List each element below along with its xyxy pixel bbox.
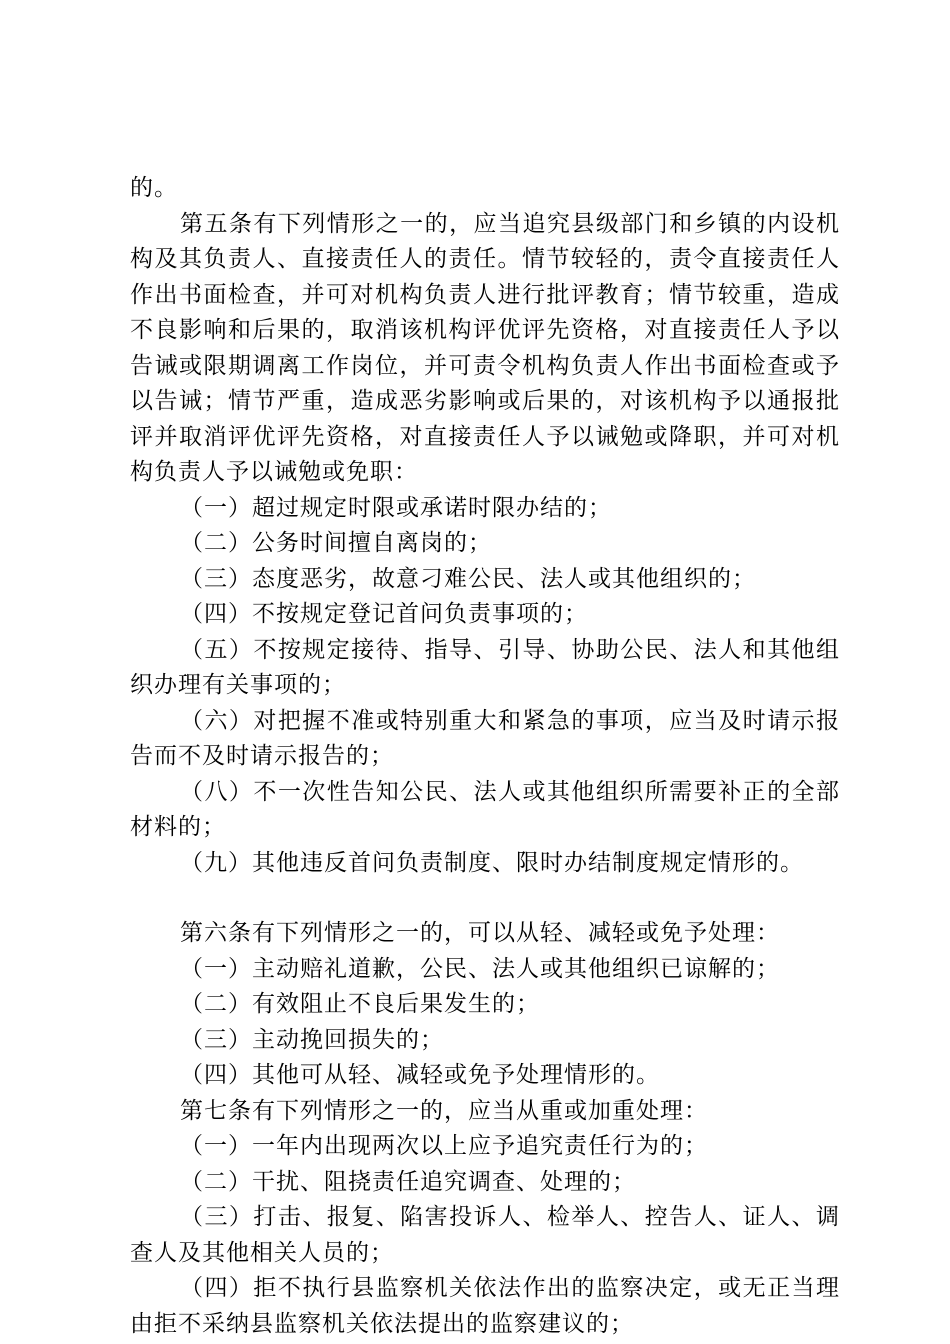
article-5-item-1: （一）超过规定时限或承诺时限办结的； xyxy=(180,494,612,521)
article-5-item-6: （六）对把握不准或特别重大和紧急的事项，应当及时请示报告而不及时请示报告的； xyxy=(130,707,840,769)
article-5-item-2: （二）公务时间擅自离岗的； xyxy=(180,530,492,556)
paragraph-continuation: 的。 xyxy=(130,175,178,201)
article-6-paragraph: 第六条有下列情形之一的，可以从轻、减轻或免予处理： xyxy=(180,920,780,946)
article-7-paragraph: 第七条有下列情形之一的，应当从重或加重处理： xyxy=(180,1097,708,1124)
article-5-item-3: （三）态度恶劣，故意刁难公民、法人或其他组织的； xyxy=(180,565,756,592)
article-7-item-2: （二）干扰、阻挠责任追究调查、处理的； xyxy=(180,1168,636,1195)
article-6-item-4: （四）其他可从轻、减轻或免予处理情形的。 xyxy=(180,1062,660,1088)
document-body xyxy=(130,171,840,1342)
article-5-item-8: （八）不一次性告知公民、法人或其他组织所需要补正的全部材料的； xyxy=(130,778,840,840)
article-7-item-1: （一）一年内出现两次以上应予追究责任行为的； xyxy=(180,1133,708,1159)
article-5-paragraph: 第五条有下列情形之一的，应当追究县级部门和乡镇的内设机构及其负责人、直接责任人的责任。情节较轻的，责令直接责任人作出书面检查，并可对机构负责人进行批评教育；情节较重，造成不良影响和后果的，取消该机构评优评先资格，对直接责任人予以告诫或限期调离工作岗位，并可责令机构负责人作出书面检查或予以告诫；情节严重，造成恶劣影响或后果的，对该机构予以通报批评并取消评优评先资格，对直接责任人予以诫勉或降职，并可对机构负责人予以诫勉或免职： xyxy=(130,210,840,485)
article-5-item-9: （九）其他违反首问负责制度、限时办结制度规定情形的。 xyxy=(180,849,804,876)
article-7-item-4: （四）拒不执行县监察机关依法作出的监察决定，或无正当理由拒不采纳县监察机关依法提出的监察建议的； xyxy=(130,1275,840,1337)
article-6-item-3: （三）主动挽回损失的； xyxy=(180,1026,444,1053)
article-7-item-3: （三）打击、报复、陷害投诉人、检举人、控告人、证人、调查人及其他相关人员的； xyxy=(130,1204,840,1266)
article-5-item-4: （四）不按规定登记首问负责事项的； xyxy=(180,601,588,627)
article-6-item-1: （一）主动赔礼道歉，公民、法人或其他组织已谅解的； xyxy=(180,955,780,982)
article-5-item-5: （五）不按规定接待、指导、引导、协助公民、法人和其他组织办理有关事项的； xyxy=(130,636,840,698)
article-6-item-2: （二）有效阻止不良后果发生的； xyxy=(180,991,540,1017)
